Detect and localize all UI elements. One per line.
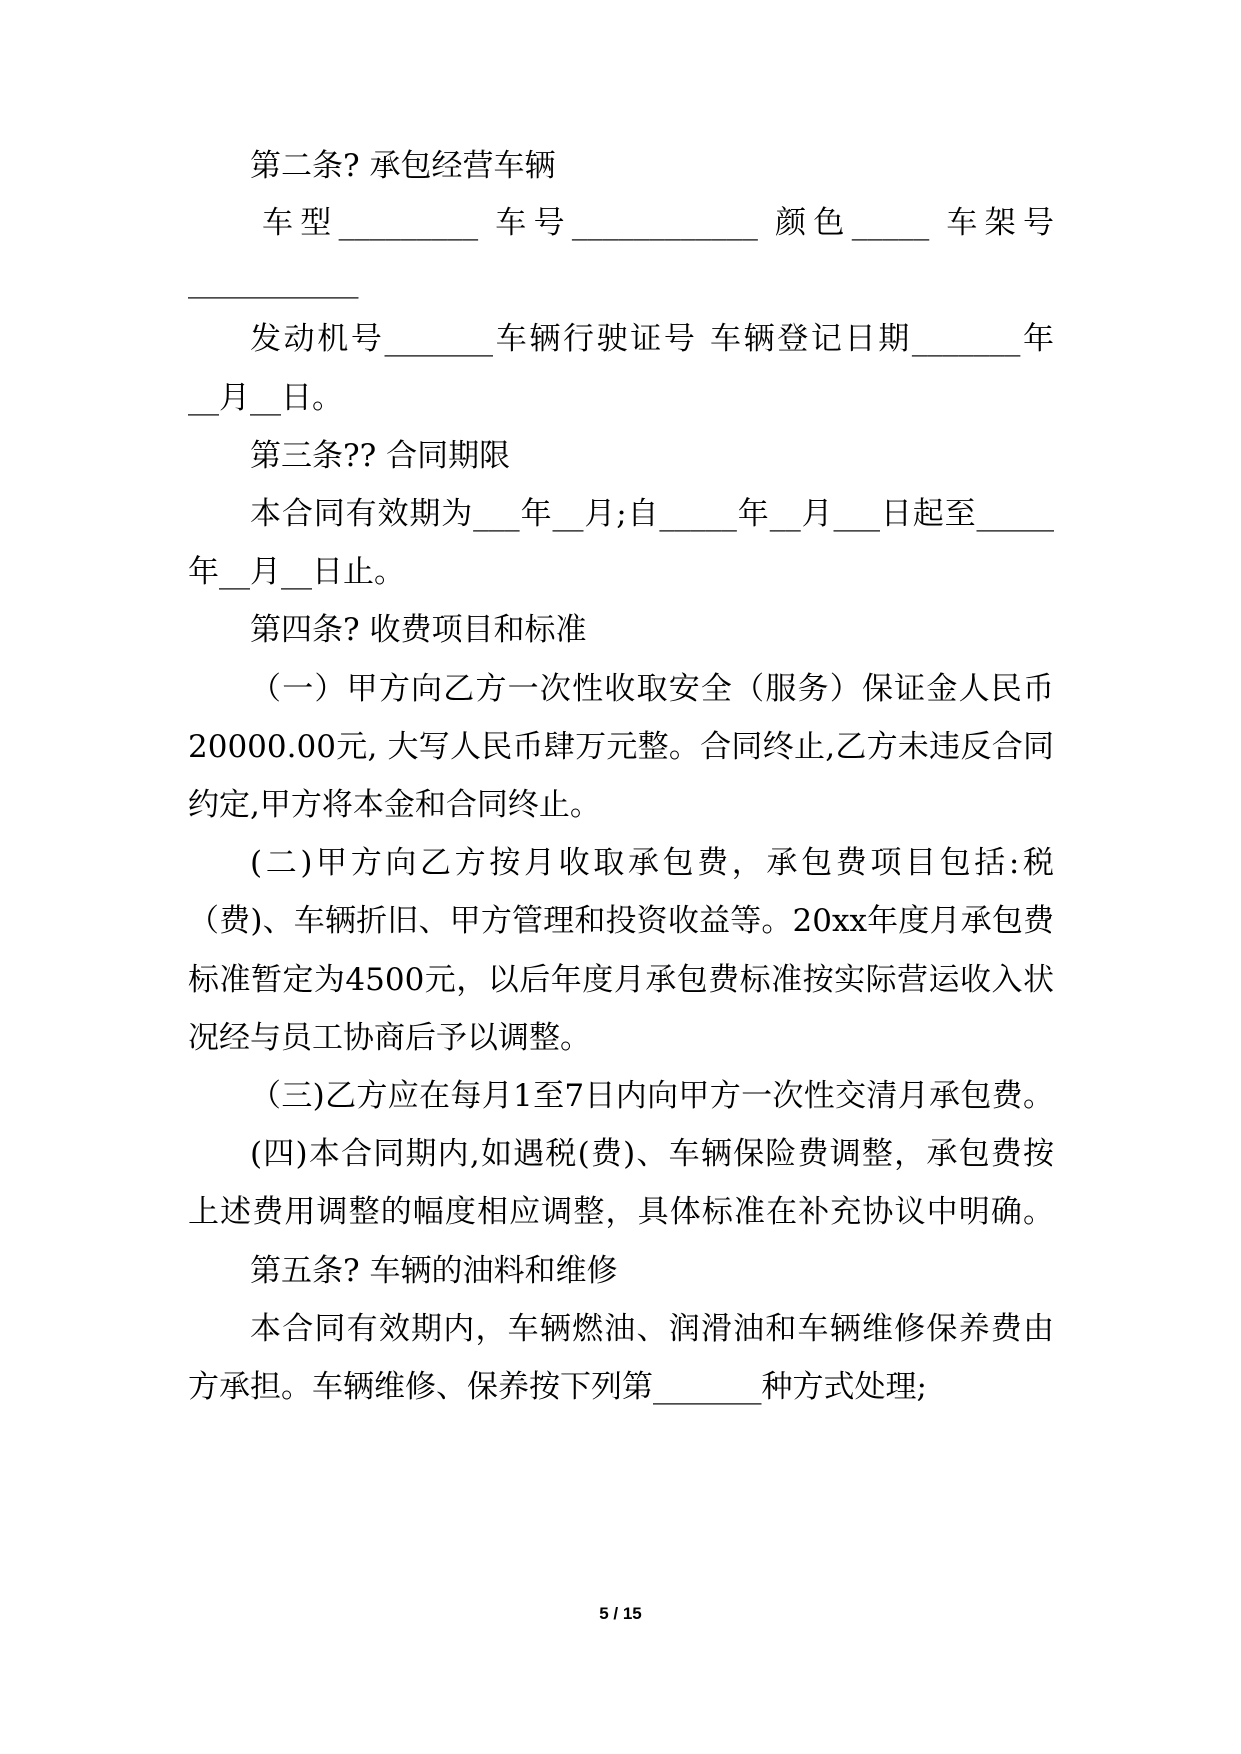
clause-3-line: （三)乙方应在每月1至7日内向甲方一次性交清月承包费。 (250, 1078, 1054, 1114)
vehicle-fields-line: 车型_________ 车号____________ 颜色_____ 车架号 (262, 205, 1054, 241)
clause-4-line-2: 上述费用调整的幅度相应调整，具体标准在补充协议中明确。 (188, 1194, 1054, 1230)
clause-1-line-1: （一）甲方向乙方一次性收取安全（服务）保证金人民币 (250, 671, 1054, 707)
article-4-heading: 第四条? 收费项目和标准 (250, 612, 587, 648)
clause-1-line-3: 约定,甲方将本金和合同终止。 (188, 787, 601, 823)
clause-2-line-3: 标准暂定为4500元，以后年度月承包费标准按实际营运收入状 (188, 962, 1054, 998)
page-number: 5 / 15 (599, 1604, 642, 1623)
contract-term-line: 本合同有效期为___年__月;自_____年__月___日起至_____ (250, 496, 1054, 532)
maintenance-line-1: 本合同有效期内，车辆燃油、润滑油和车辆维修保养费由 (250, 1311, 1054, 1347)
engine-fields-line-cont: __月__日。 (188, 380, 343, 416)
article-3-heading: 第三条?? 合同期限 (250, 438, 511, 474)
contract-term-line-cont: 年__月__日止。 (188, 554, 405, 590)
article-5-heading: 第五条? 车辆的油料和维修 (250, 1253, 618, 1289)
clause-2-line-4: 况经与员工协商后予以调整。 (188, 1020, 591, 1056)
article-2-heading: 第二条? 承包经营车辆 (250, 148, 556, 184)
clause-2-line-2: （费)、车辆折旧、甲方管理和投资收益等。20xx年度月承包费 (188, 903, 1054, 939)
clause-1-line-2: 20000.00元, 大写人民币肆万元整。合同终止,乙方未违反合同 (188, 729, 1054, 765)
vehicle-fields-line-cont: ___________ (188, 263, 359, 299)
clause-2-line-1: (二)甲方向乙方按月收取承包费，承包费项目包括:税 (250, 845, 1054, 881)
engine-fields-line: 发动机号_______车辆行驶证号 车辆登记日期_______年 (250, 321, 1054, 357)
clause-4-line-1: (四)本合同期内,如遇税(费)、车辆保险费调整，承包费按 (250, 1136, 1054, 1172)
maintenance-line-2: 方承担。车辆维修、保养按下列第_______种方式处理; (188, 1369, 927, 1405)
